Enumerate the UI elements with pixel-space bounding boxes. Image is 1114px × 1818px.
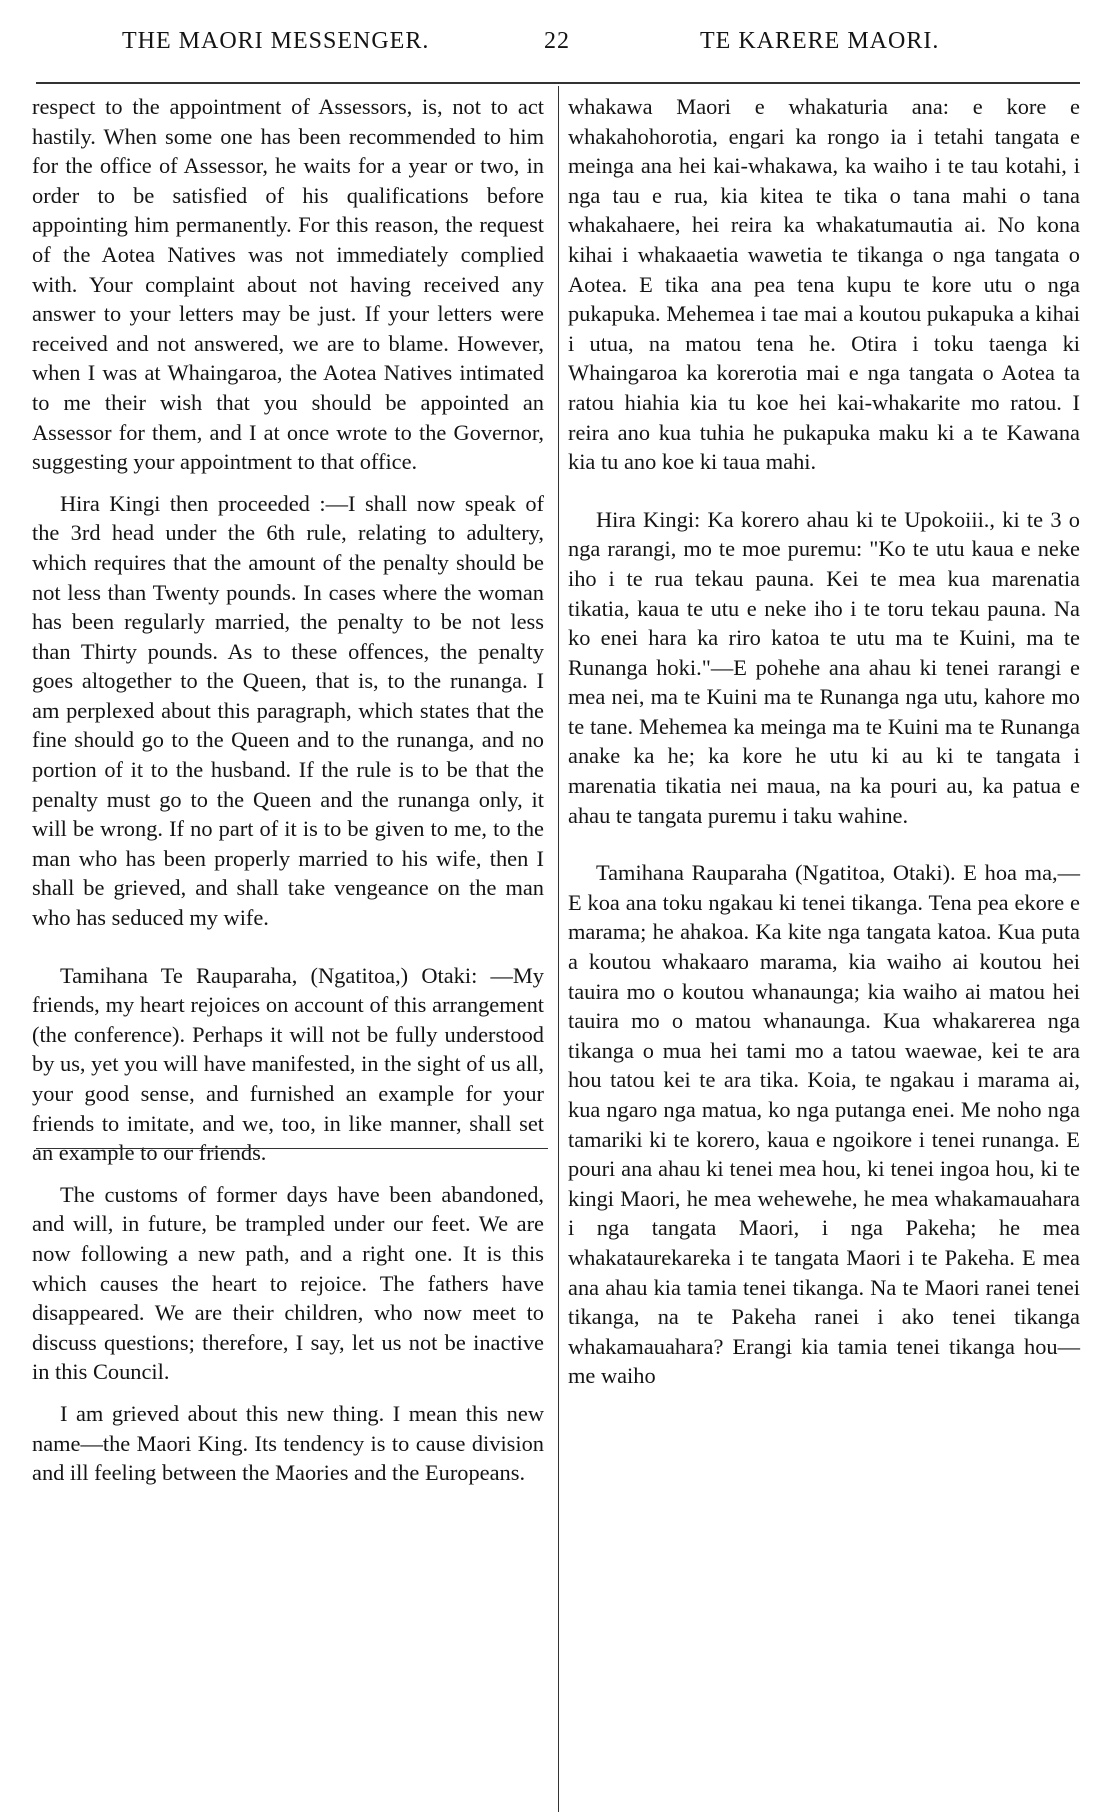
page-number: 22 xyxy=(544,28,570,54)
column-divider xyxy=(558,86,559,1812)
english-paragraph-maori-king: I am grieved about this new thing. I mean this new name—the Maori King. Its tendency is to cause division and ill feeling between the Maories and the Europeans. xyxy=(32,1400,544,1486)
english-paragraph-hira-kingi: Hira Kingi then proceeded :—I shall now speak of the 3rd head under the 6th rule, relating to adultery, which requires that the amount of the penalty should be not less than Twenty pounds. In cases where the woman has been regularly married, the penalty to be not less than Thirty pounds. As to these offences, the penalty goes altogether to the Queen, that is, to the runanga. I am perplexed about this paragraph, which states that the fine should go to the Queen and to the runanga, and no portion of it to the husband. If the rule is to be that the penalty must go to the Queen and the runanga only, it will be wrong. If no part of it is to be given to me, to the man who has been properly married to his wife, then I shall be grieved, and shall take vengeance on the man who has seduced my wife. xyxy=(32,490,544,931)
maori-paragraph-hira-kingi: Hira Kingi: Ka korero ahau ki te Upokoiii., ki te 3 o nga rarangi, mo te moe puremu: "Ko te utu kaua e neke iho i te rua tekau pauna. Kei te mea kua marenatia tikatia, kaua te utu e neke iho i te toru tekau pauna. Na ko enei hara ka riro katoa te utu ma te Kuini, ma te Runanga hoki."—E pohehe ana ahau ki tenei rarangi e mea nei, ma te Kuini ma te Runanga nga utu, kahore mo te tane. Mehemea ka meinga ma te Kuini ma te Runanga anake ka he; ka kore he utu ki au ki te tangata i marenatia tikatia nei maua, na ka pouri au, ka patua e ahau te tangata puremu i taku wahine. xyxy=(568,506,1080,828)
section-separator xyxy=(36,1148,548,1149)
header-maori-title: TE KARERE MAORI. xyxy=(700,28,940,54)
header-english-title: THE MAORI MESSENGER. xyxy=(122,28,430,54)
english-paragraph-customs: The customs of former days have been abandoned, and will, in future, be trampled under our feet. We are now following a new path, and a right one. It is this which causes the heart to rejoice. The fathers have disappeared. We are their children, who now meet to discuss questions; therefore, I say, let us not be inactive in this Council. xyxy=(32,1181,544,1385)
page-header xyxy=(0,28,1114,68)
maori-column xyxy=(568,92,1080,1391)
english-paragraph-tamihana: Tamihana Te Rauparaha, (Ngatitoa,) Otaki: —My friends, my heart rejoices on account of this arrangement (the conference). Perhaps it will not be fully understood by us, yet you will have manifested, in the sight of us all, your good sense, and furnished an example for your friends to imitate, and we, too, in like manner, shall set an example to our friends. xyxy=(32,962,544,1166)
maori-paragraph-whakawa: whakawa Maori e whakaturia ana: e kore e whakahohorotia, engari ka rongo ia i tetahi tangata e meinga ana hei kai-whakawa, ka waiho i te tau kotahi, i nga tau e rua, kia kitea te tika o tana mahi o tana whakahaere, hei reira ka whakatumautia ai. No kona kihai i whakaaetia wawetia te tikanga o nga tangata o Aotea. E tika ana pea tena kupu te kore utu o nga pukapuka. Mehemea i tae mai a koutou pukapuka a kihai i utua, na matou tena he. Otira i toku taenga ki Whaingaroa ka korerotia mai e nga tangata o Aotea ta ratou hiahia kia tu koe hei kai-whakarite mo ratou. I reira ano kua tuhia he pukapuka maku ki a te Kawana kia tu ano koe ki taua mahi. xyxy=(568,94,1080,475)
maori-paragraph-tamihana: Tamihana Rauparaha (Ngatitoa, Otaki). E hoa ma,—E koa ana toku ngakau ki tenei tikanga. Tena pea ekore e marama; he ahakoa. Ka kite nga tangata katoa. Kua puta a koutou whakaaro marama, kia waiho ai koutou hei tauira mo o koutou whanaunga; kia waiho ai matou hei tauira mo o matou whanaunga. Kua whakarerea nga tikanga o mua hei tami mo a tatou waewae, kei te ara hou tatou kei te ara tika. Koia, te ngakau i marama ai, kua ngaro nga matua, ko nga putanga enei. Me noho nga tamariki ki te korero, kaua e ngoikore i tenei runanga. E pouri ana ahau ki tenei mea hou, ki tenei ingoa hou, ki te kingi Maori, he mea wehewehe, he mea whakamauahara i nga tangata Maori, i nga Pakeha; he mea whakataurekareka i te tangata Maori i te Pakeha. E mea ana ahau kia tamia tenei tikanga. Na te Maori ranei tenei tikanga, na te Pakeha ranei i ako tenei tikanga whakamauahara? Erangi kia tamia tenei tikanga hou—me waiho xyxy=(568,860,1080,1389)
header-rule xyxy=(36,82,1080,84)
english-paragraph-assessors: respect to the appointment of Assessors, is, not to act hastily. When some one has been recommended to him for the office of Assessor, he waits for a year or two, in order to be satisfied of his qualifications before appointing him permanently. For this reason, the request of the Aotea Natives was not immediately complied with. Your complaint about not having received any answer to your letters may be just. If your letters were received and not answered, we are to blame. However, when I was at Whaingaroa, the Aotea Natives intimated to me their wish that you should be appointed an Assessor for them, and I at once wrote to the Governor, suggesting your appointment to that office. xyxy=(32,94,544,475)
english-column xyxy=(32,92,544,1488)
